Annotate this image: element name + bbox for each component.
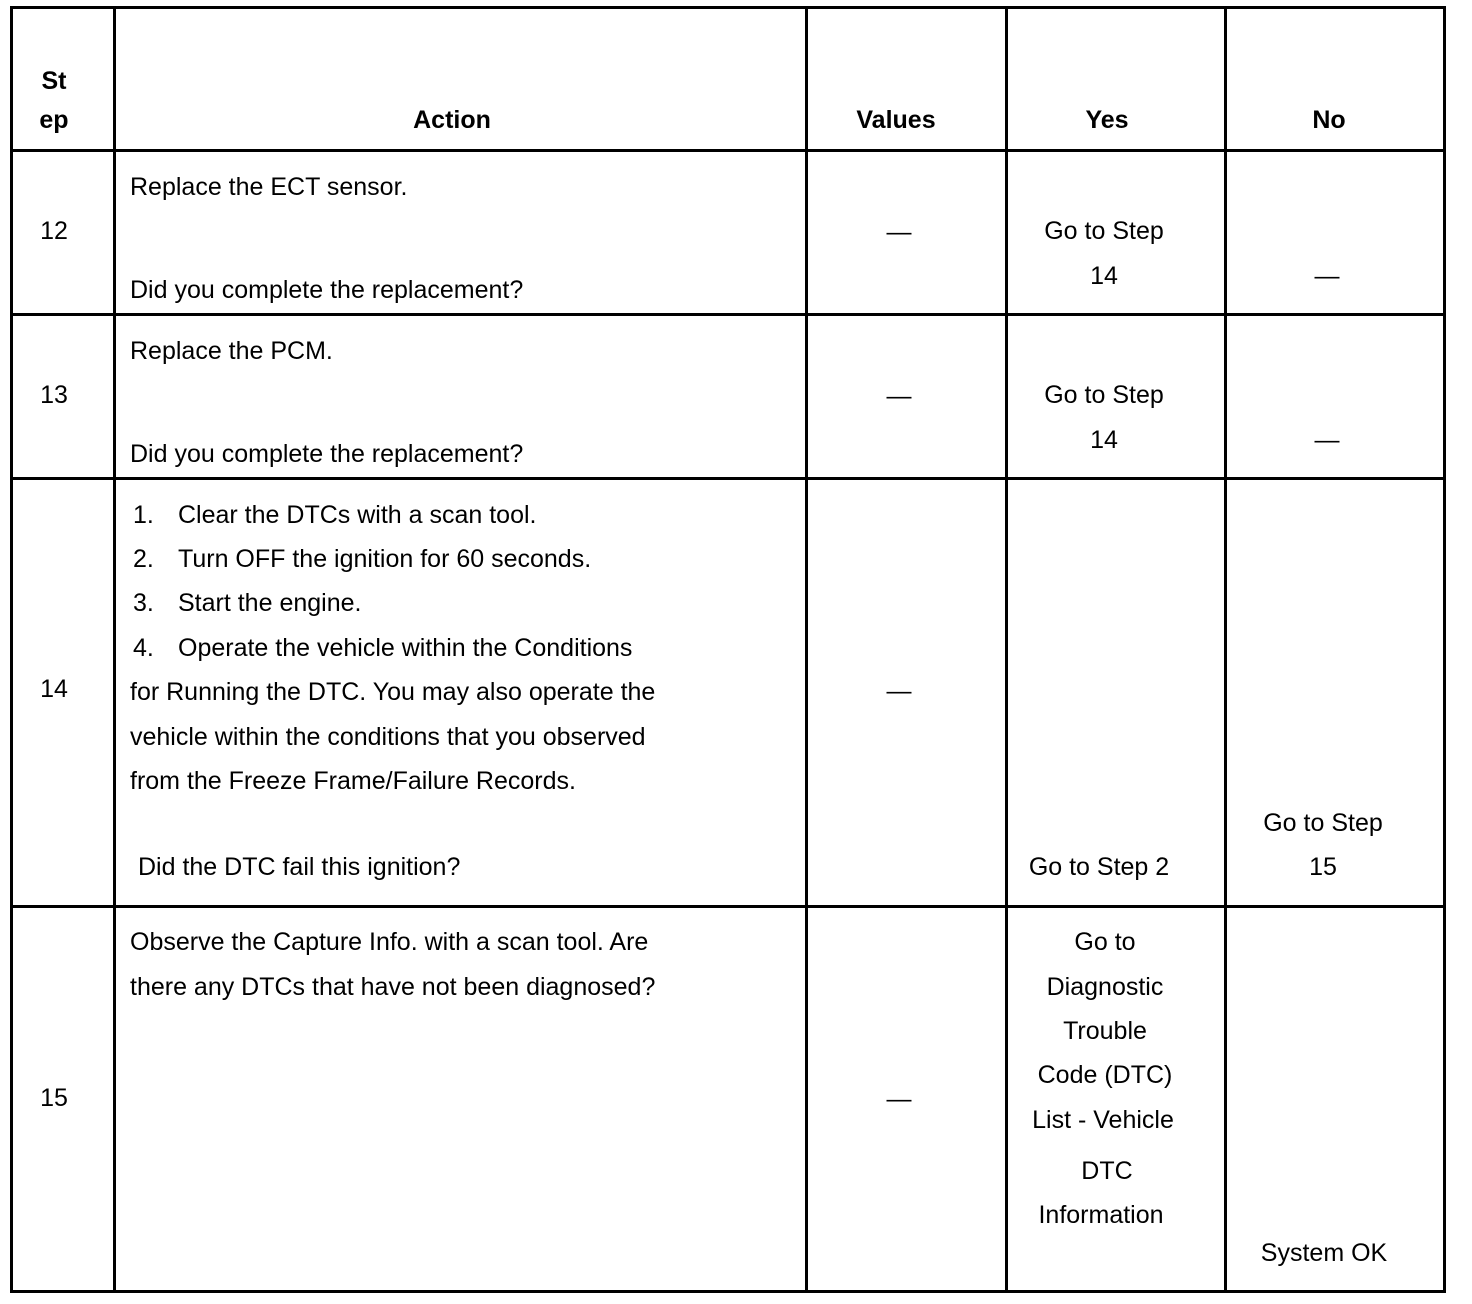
action-continuation: from the Freeze Frame/Failure Records. xyxy=(130,767,576,795)
no-dash: — xyxy=(1314,426,1340,454)
value-dash: — xyxy=(886,218,912,246)
header-step-line1: St xyxy=(41,67,67,95)
list-item: Operate the vehicle within the Conditions xyxy=(178,634,633,662)
no-link-line2: 15 xyxy=(1309,853,1337,881)
column-divider xyxy=(1224,9,1227,1290)
list-item: Clear the DTCs with a scan tool. xyxy=(178,501,537,529)
step-number: 12 xyxy=(40,217,68,245)
action-text: Observe the Capture Info. with a scan tool. Are xyxy=(130,928,649,956)
step-number: 15 xyxy=(40,1084,68,1112)
value-dash: — xyxy=(886,1085,912,1113)
yes-link-line: Diagnostic xyxy=(1046,973,1164,1001)
no-dash: — xyxy=(1314,262,1340,290)
value-dash: — xyxy=(886,677,912,705)
row-divider xyxy=(13,313,1443,316)
yes-link-line: Go to xyxy=(1074,928,1136,956)
yes-link-line: Code (DTC) xyxy=(1037,1061,1173,1089)
action-text: Replace the PCM. xyxy=(130,337,333,365)
list-number: 4. xyxy=(133,634,154,662)
action-text: Replace the ECT sensor. xyxy=(130,173,408,201)
list-number: 2. xyxy=(133,545,154,573)
yes-link-line: List - Vehicle xyxy=(1032,1106,1174,1134)
list-item: Start the engine. xyxy=(178,589,362,617)
yes-link-line1: Go to Step xyxy=(1044,217,1164,245)
header-yes: Yes xyxy=(1085,106,1129,134)
header-values: Values xyxy=(856,106,936,134)
action-question: Did you complete the replacement? xyxy=(130,276,524,304)
yes-link: Go to Step 2 xyxy=(1028,853,1170,881)
yes-link-line1: Go to Step xyxy=(1044,381,1164,409)
action-text: there any DTCs that have not been diagnosed? xyxy=(130,973,656,1001)
action-question: Did you complete the replacement? xyxy=(130,440,524,468)
header-no: No xyxy=(1312,106,1346,134)
step-number: 14 xyxy=(40,675,68,703)
list-number: 3. xyxy=(133,589,154,617)
step-number: 13 xyxy=(40,381,68,409)
row-divider xyxy=(13,905,1443,908)
column-divider xyxy=(805,9,808,1290)
action-question: Did the DTC fail this ignition? xyxy=(138,853,461,881)
no-status: System OK xyxy=(1260,1239,1388,1267)
column-divider xyxy=(1005,9,1008,1290)
no-link-line1: Go to Step xyxy=(1263,809,1383,837)
action-continuation: for Running the DTC. You may also operate the xyxy=(130,678,656,706)
yes-link-line2: 14 xyxy=(1090,426,1118,454)
column-divider xyxy=(113,9,116,1290)
list-number: 1. xyxy=(133,501,154,529)
header-action: Action xyxy=(413,106,491,134)
yes-link-line2: 14 xyxy=(1090,262,1118,290)
header-step-line2: ep xyxy=(39,106,69,134)
row-divider xyxy=(13,477,1443,480)
yes-link-line: DTC xyxy=(1081,1157,1133,1185)
value-dash: — xyxy=(886,382,912,410)
list-item: Turn OFF the ignition for 60 seconds. xyxy=(178,545,592,573)
yes-link-line: Information xyxy=(1038,1201,1164,1229)
action-continuation: vehicle within the conditions that you observed xyxy=(130,723,646,751)
yes-link-line: Trouble xyxy=(1063,1017,1147,1045)
row-divider xyxy=(13,149,1443,152)
